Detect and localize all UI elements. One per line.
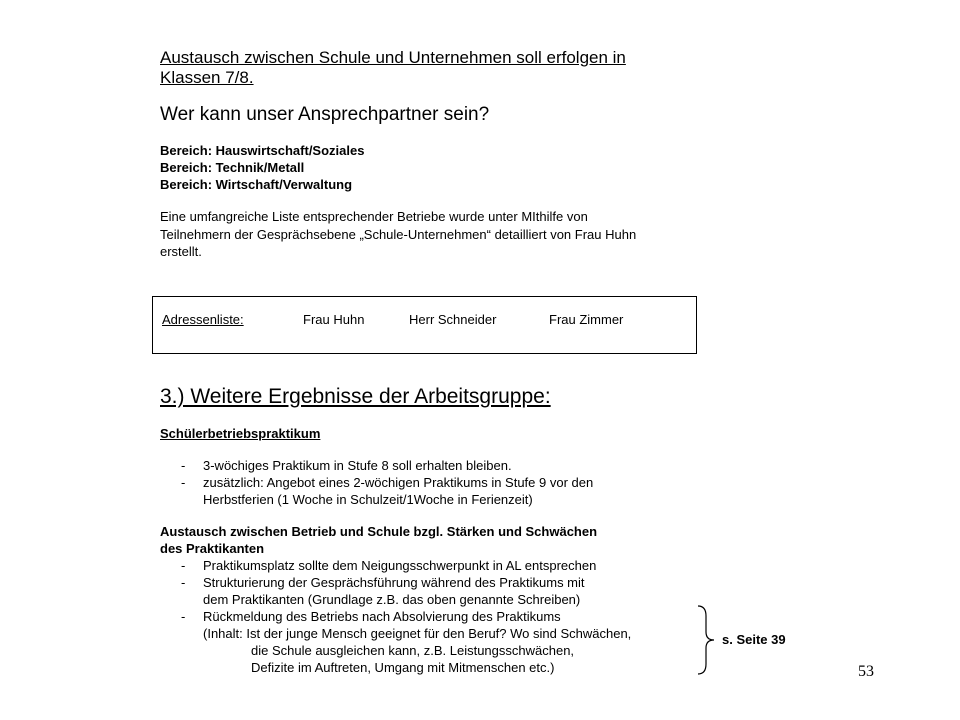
exchange-line-6: die Schule ausgleichen kann, z.B. Leistungsschwächen, (251, 643, 575, 658)
exchange-title-line-1: Austausch zwischen Betrieb und Schule bzgl. Stärken und Schwächen (160, 524, 598, 539)
area-2: Bereich: Technik/Metall (160, 160, 305, 175)
exchange-line-5: (Inhalt: Ist der junge Mensch geeignet für den Beruf? Wo sind Schwächen, (203, 626, 632, 641)
page-reference: s. Seite 39 (722, 632, 786, 647)
exchange-line-4: Rückmeldung des Betriebs nach Absolvierung des Praktikums (203, 609, 561, 624)
page-number: 53 (858, 663, 874, 680)
address-person-1: Frau Huhn (303, 312, 365, 327)
title-line-1: Austausch zwischen Schule und Unternehmen soll erfolgen in (160, 48, 626, 67)
area-3: Bereich: Wirtschaft/Verwaltung (160, 177, 353, 192)
internship-dash-2: - (181, 475, 186, 490)
intro-line-3: erstellt. (160, 244, 202, 259)
exchange-dash-2: - (181, 575, 186, 590)
area-1: Bereich: Hauswirtschaft/Soziales (160, 143, 365, 158)
title-line-2: Klassen 7/8. (160, 68, 254, 87)
intro-line-2: Teilnehmern der Gesprächsebene „Schule-Unternehmen“ detailliert von Frau Huhn (160, 227, 637, 242)
exchange-title-line-2: des Praktikanten (160, 541, 265, 556)
exchange-line-2: Strukturierung der Gesprächsführung während des Praktikums mit (203, 575, 585, 590)
internship-bullet-2-cont: Herbstferien (1 Woche in Schulzeit/1Woche in Ferienzeit) (203, 492, 533, 507)
address-person-2: Herr Schneider (409, 312, 497, 327)
address-person-3: Frau Zimmer (549, 312, 624, 327)
intro-line-1: Eine umfangreiche Liste entsprechender Betriebe wurde unter MIthilfe von (160, 209, 588, 224)
internship-title: Schülerbetriebspraktikum (160, 426, 321, 441)
exchange-line-7: Defizite im Auftreten, Umgang mit Mitmenschen etc.) (251, 660, 555, 675)
exchange-dash-1: - (181, 558, 186, 573)
exchange-line-3: dem Praktikanten (Grundlage z.B. das oben genannte Schreiben) (203, 592, 581, 607)
internship-bullet-1: 3-wöchiges Praktikum in Stufe 8 soll erhalten bleiben. (203, 458, 512, 473)
curly-brace (690, 604, 720, 676)
internship-dash-1: - (181, 458, 186, 473)
internship-bullet-2: zusätzlich: Angebot eines 2-wöchigen Praktikums in Stufe 9 vor den (203, 475, 594, 490)
address-list-label: Adressenliste: (162, 312, 244, 327)
exchange-line-1: Praktikumsplatz sollte dem Neigungsschwerpunkt in AL entsprechen (203, 558, 597, 573)
results-heading: 3.) Weitere Ergebnisse der Arbeitsgruppe: (160, 385, 551, 408)
exchange-dash-3: - (181, 609, 186, 624)
question-heading: Wer kann unser Ansprechpartner sein? (160, 104, 490, 125)
